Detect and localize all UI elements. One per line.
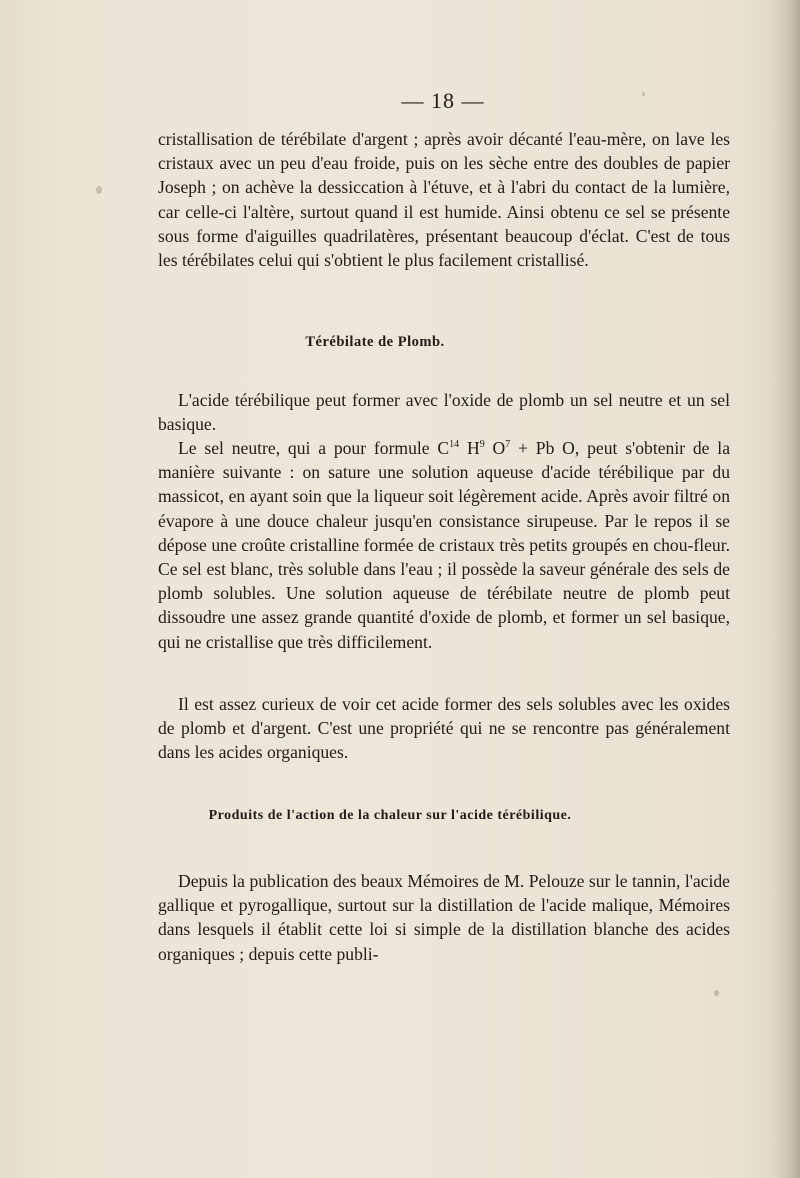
paragraph-sel-neutre xyxy=(158,436,730,654)
paragraph-text: Depuis la publication des beaux Mémoires de M. Pelouze sur le tannin, l'acide gallique et pyrogallique, surtout sur la distillation de l'acide malique, Mémoires dans lesquels il établit cette loi si simple de la distillation blanche des acides organiques ; depuis cette publi- xyxy=(158,871,730,964)
ink-spot xyxy=(96,186,102,194)
paragraph-text: Il est assez curieux de voir cet acide former des sels solubles avec les oxides de plomb et d'argent. C'est une propriété qui ne se rencontre pas généralement dans les acides organiques. xyxy=(158,694,730,763)
text-run: + Pb O, peut s'obtenir de la manière suivante : on sature une solution aqueuse d'acide térébilique par du massicot, en ayant soin que la liqueur soit légèrement acide. Après avoir filtré on évapore à une douce chaleur jusqu'en consistance sirupeuse. Par le repos il se dépose une croûte cristalline formée de cristaux très petits groupés en chou-fleur. Ce sel est blanc, très soluble dans l'eau ; il possède la saveur générale des sels de plomb solubles. Une solution aqueuse de térébilate neutre de plomb peut dissoudre une assez grande quantité d'oxide de plomb, et former un sel basique, qui ne cristallise que très difficilement. xyxy=(158,438,731,652)
paragraph-text xyxy=(158,436,730,654)
paragraph-curiosity xyxy=(158,692,730,765)
paragraph-text: cristallisation de térébilate d'argent ; après avoir décanté l'eau-mère, on lave les cristaux avec un peu d'eau froide, puis on les sèche entre des doubles de papier Joseph ; on achève la dessiccation à l'étuve, et à l'abri du contact de la lumière, car celle-ci l'altère, surtout quand il est humide. Ainsi obtenu ce sel se présente sous forme d'aiguilles quadrilatères, présentant beaucoup d'éclat. C'est de tous les térébilates celui qui s'obtient le plus facilement cristallisé. xyxy=(158,129,730,271)
paragraph-continuation xyxy=(158,127,730,272)
text-run: O xyxy=(484,438,506,458)
ink-spot xyxy=(714,990,719,996)
section-heading-terebilate-de-plomb: Térébilate de Plomb. xyxy=(305,334,445,350)
page-number: — 18 — xyxy=(401,88,485,113)
paragraph-pelouze xyxy=(158,869,730,966)
formula-subscript: 7 xyxy=(505,439,511,451)
paragraph-intro xyxy=(158,388,730,436)
formula-subscript: 14 xyxy=(449,439,460,451)
text-run: H xyxy=(459,438,480,458)
text-run: Le sel neutre, qui a pour formule C xyxy=(178,438,450,458)
paragraph-text: L'acide térébilique peut former avec l'oxide de plomb un sel neutre et un sel basique. xyxy=(158,390,730,435)
formula-subscript: 9 xyxy=(479,439,485,451)
section-heading-produits-chaleur: Produits de l'action de la chaleur sur l'acide térébilique. xyxy=(208,808,572,823)
page-gutter-shadow xyxy=(772,0,800,1178)
